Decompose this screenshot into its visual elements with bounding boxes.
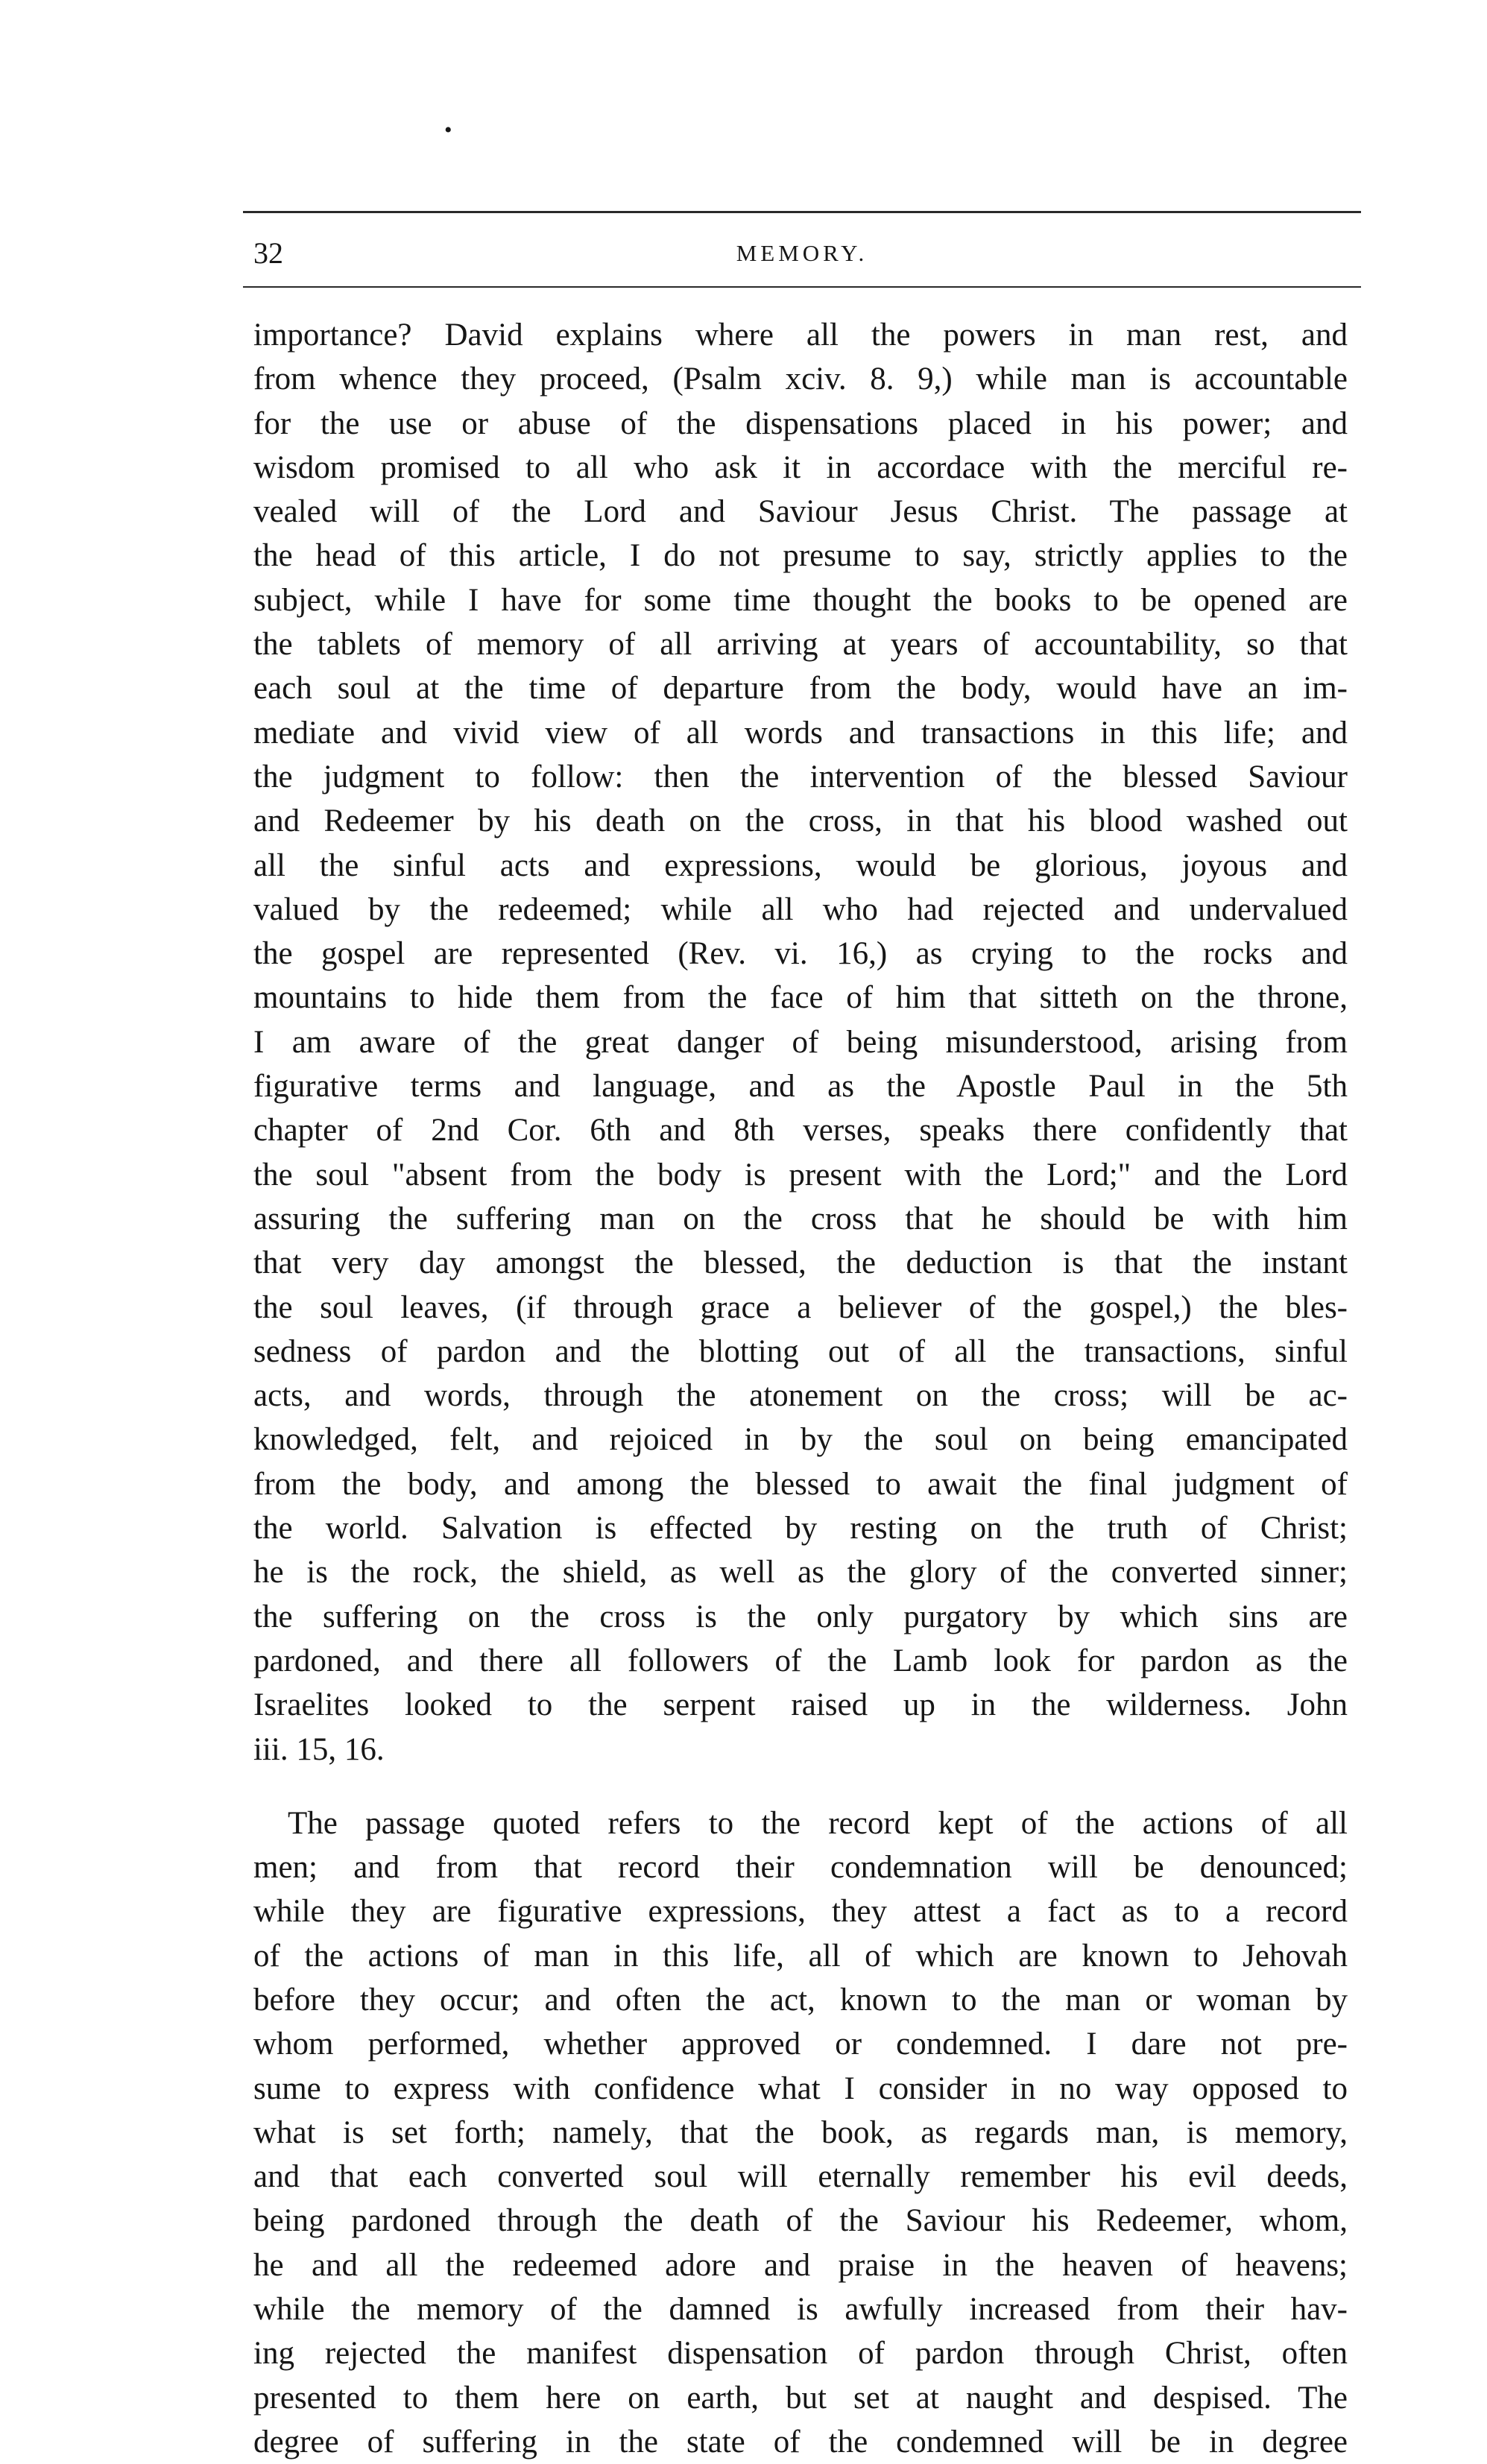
text-line: and Redeemer by his death on the cross, in that his blood washed out <box>253 803 1348 839</box>
body-text <box>253 313 1348 2464</box>
header-rule-bottom <box>243 286 1361 288</box>
text-line: importance? David explains where all the powers in man rest, and <box>253 318 1348 353</box>
text-line: and that each converted soul will eternally remember his evil deeds, <box>253 2159 1348 2195</box>
stray-ink-mark: • <box>444 118 452 142</box>
text-line: degree of suffering in the state of the condemned will be in degree <box>253 2424 1348 2460</box>
text-line: all the sinful acts and expressions, would be glorious, joyous and <box>253 847 1348 883</box>
text-line: iii. 15, 16. <box>253 1731 385 1767</box>
text-line: of the actions of man in this life, all of which are known to Jehovah <box>253 1938 1348 1974</box>
text-line: Israelites looked to the serpent raised up in the wilderness. John <box>253 1687 1348 1723</box>
text-line: being pardoned through the death of the Saviour his Redeemer, whom, <box>253 2203 1348 2239</box>
text-line: sedness of pardon and the blotting out of all the transactions, sinful <box>253 1333 1348 1369</box>
page-number: 32 <box>253 236 283 270</box>
text-line: the gospel are represented (Rev. vi. 16,) as crying to the rocks and <box>253 936 1348 972</box>
text-line: before they occur; and often the act, known to the man or woman by <box>253 1982 1348 2018</box>
text-line: while they are figurative expressions, they attest a fact as to a record <box>253 1894 1348 1930</box>
text-line: he is the rock, the shield, as well as the glory of the converted sinner; <box>253 1555 1348 1590</box>
text-line: figurative terms and language, and as the Apostle Paul in the 5th <box>253 1069 1348 1105</box>
text-line: he and all the redeemed adore and praise in the heaven of heavens; <box>253 2247 1348 2283</box>
text-line: I am aware of the great danger of being misunderstood, arising from <box>253 1024 1348 1060</box>
text-line: the soul leaves, (if through grace a believer of the gospel,) the bles- <box>253 1289 1348 1325</box>
text-line: pardoned, and there all followers of the Lamb look for pardon as the <box>253 1643 1348 1678</box>
text-line: presented to them here on earth, but set at naught and despised. The <box>253 2380 1348 2416</box>
text-line: chapter of 2nd Cor. 6th and 8th verses, speaks there confidently that <box>253 1113 1348 1149</box>
text-line: the tablets of memory of all arriving at years of accountability, so that <box>253 627 1348 663</box>
text-line: acts, and words, through the atonement on the cross; will be ac- <box>253 1378 1348 1414</box>
text-line: the world. Salvation is effected by resting on the truth of Christ; <box>253 1511 1348 1547</box>
text-line: for the use or abuse of the dispensations placed in his power; and <box>253 405 1348 441</box>
text-line: The passage quoted refers to the record kept of the actions of all <box>288 1805 1348 1841</box>
paragraph <box>253 313 1348 1772</box>
text-line: each soul at the time of departure from the body, would have an im- <box>253 671 1348 707</box>
text-line: vealed will of the Lord and Saviour Jesus Christ. The passage at <box>253 494 1348 530</box>
text-line: the judgment to follow: then the intervention of the blessed Saviour <box>253 759 1348 795</box>
paragraph <box>253 1801 1348 2464</box>
text-line: the soul "absent from the body is present with the Lord;" and the Lord <box>253 1157 1348 1192</box>
running-title: MEMORY. <box>736 240 868 266</box>
text-line: men; and from that record their condemnation will be denounced; <box>253 1850 1348 1886</box>
text-line: mediate and vivid view of all words and transactions in this life; and <box>253 715 1348 751</box>
text-line: from whence they proceed, (Psalm xciv. 8. 9,) while man is accountable <box>253 361 1348 397</box>
text-line: valued by the redeemed; while all who had rejected and undervalued <box>253 891 1348 927</box>
text-line: ing rejected the manifest dispensation of pardon through Christ, often <box>253 2336 1348 2372</box>
text-line: the suffering on the cross is the only purgatory by which sins are <box>253 1599 1348 1634</box>
text-line: from the body, and among the blessed to await the final judgment of <box>253 1466 1348 1502</box>
text-line: assuring the suffering man on the cross that he should be with him <box>253 1201 1348 1236</box>
text-line: mountains to hide them from the face of him that sitteth on the throne, <box>253 980 1348 1016</box>
text-line: subject, while I have for some time thought the books to be opened are <box>253 582 1348 618</box>
text-line: while the memory of the damned is awfully increased from their hav- <box>253 2292 1348 2328</box>
text-line: the head of this article, I do not presume to say, strictly applies to the <box>253 538 1348 574</box>
text-line: knowledged, felt, and rejoiced in by the soul on being emancipated <box>253 1422 1348 1458</box>
running-head <box>243 233 1361 274</box>
header-rule-top <box>243 211 1361 213</box>
text-line: that very day amongst the blessed, the deduction is that the instant <box>253 1245 1348 1281</box>
text-line: what is set forth; namely, that the book, as regards man, is memory, <box>253 2114 1348 2150</box>
text-line: wisdom promised to all who ask it in accordace with the merciful re- <box>253 449 1348 485</box>
paragraph-gap <box>253 1772 1348 1801</box>
text-line: sume to express with confidence what I consider in no way opposed to <box>253 2070 1348 2106</box>
text-line: whom performed, whether approved or condemned. I dare not pre- <box>253 2027 1348 2062</box>
